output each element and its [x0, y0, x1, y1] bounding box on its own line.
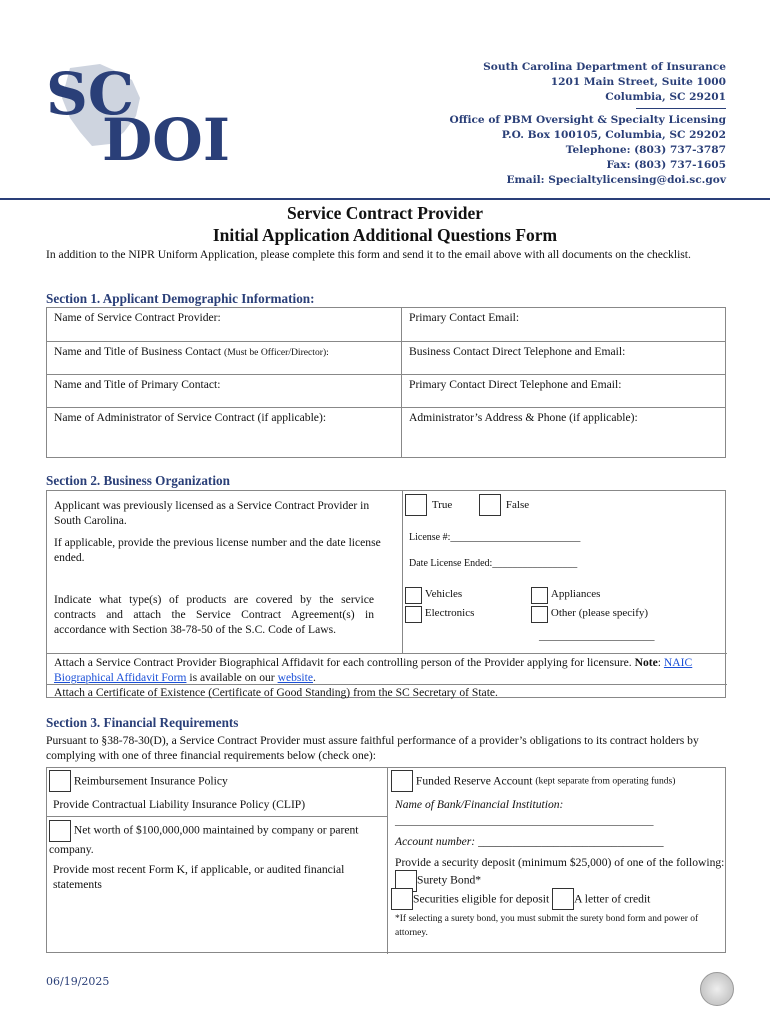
- primary-email-field[interactable]: Primary Contact Email:: [402, 308, 726, 342]
- certificate-instruction: Attach a Certificate of Existence (Certificate of Good Standing) from the SC Secretary of State.: [54, 686, 498, 699]
- securities-checkbox[interactable]: [391, 888, 413, 910]
- vehicles-label: Vehicles: [424, 588, 463, 600]
- products-question: Indicate what type(s) of products are covered by the service contracts and attach the Service Contract Agreement(s) in accordance with Section 38-78-50 of the S.C. Code of Laws.: [54, 593, 374, 636]
- date-license-ended-field[interactable]: Date License Ended:_________________: [409, 558, 578, 569]
- administrator-name-field[interactable]: Name of Administrator of Service Contract (if applicable):: [47, 408, 402, 458]
- svg-text:SC: SC: [46, 60, 135, 128]
- reimbursement-label: Reimbursement Insurance Policy: [73, 774, 228, 788]
- surety-bond-label: Surety Bond*: [417, 873, 482, 887]
- funded-reserve-label: Funded Reserve Account: [415, 774, 536, 788]
- true-checkbox[interactable]: [405, 494, 427, 516]
- bank-name-label: Name of Bank/Financial Institution:: [395, 798, 564, 811]
- other-label: Other (please specify): [550, 607, 649, 619]
- department-address: [450, 60, 726, 189]
- website-link[interactable]: website: [277, 671, 313, 684]
- net-worth-checkbox[interactable]: [49, 820, 71, 842]
- surety-footnote: *If selecting a surety bond, you must submit the surety bond form and power of attorney.: [395, 914, 699, 938]
- previously-licensed-text: Applicant was previously licensed as a Service Contract Provider in South Carolina.: [54, 499, 370, 527]
- administrator-address-field[interactable]: Administrator’s Address & Phone (if applicable):: [402, 408, 726, 458]
- office-telephone: Telephone: (803) 737-3787: [565, 144, 726, 157]
- office-email[interactable]: Email: Specialtylicensing@doi.sc.gov: [506, 174, 726, 187]
- previous-license-text: If applicable, provide the previous license number and the date license ended.: [54, 536, 381, 564]
- license-number-field[interactable]: License #:__________________________: [409, 532, 581, 543]
- vehicles-checkbox[interactable]: [405, 587, 422, 604]
- form-title-line1: Service Contract Provider: [287, 203, 483, 223]
- net-worth-option: [49, 820, 381, 857]
- business-contact-field[interactable]: Name and Title of Business Contact (Must be Officer/Director):: [47, 342, 402, 375]
- office-fax: Fax: (803) 737-1605: [606, 159, 726, 172]
- primary-contact-field[interactable]: Name and Title of Primary Contact:: [47, 375, 402, 408]
- other-specify-line[interactable]: _____________________: [539, 630, 655, 642]
- letter-credit-label: A letter of credit: [574, 892, 651, 906]
- true-label: True: [431, 498, 453, 511]
- form-title-line2: Initial Application Additional Questions Form: [212, 225, 558, 245]
- primary-contact-phone-field[interactable]: Primary Contact Direct Telephone and Email:: [402, 375, 726, 408]
- net-worth-label: Net worth of $100,000,000 maintained by company or parent company.: [49, 823, 359, 856]
- securities-label: Securities eligible for deposit: [413, 892, 550, 906]
- naic-affidavit-link[interactable]: NAIC Biographical Affidavit Form: [54, 656, 693, 684]
- security-deposit-text: Provide a security deposit (minimum $25,000) of one of the following: Surety Bond*: [395, 855, 725, 892]
- affidavit-instruction: Attach a Service Contract Provider Biographical Affidavit for each controlling person of the Provider applying for licensure. Note: NAIC Biographical Affidavit Form is available on our website.: [54, 656, 693, 684]
- header-rule: [0, 198, 770, 200]
- section3-heading: Section 3. Financial Requirements: [46, 715, 239, 730]
- intro-text: In addition to the NIPR Uniform Application, please complete this form and send it to the email above with all documents on the checklist.: [46, 248, 691, 261]
- provider-name-field[interactable]: Name of Service Contract Provider:: [47, 308, 402, 342]
- kept-separate-note: (kept separate from operating funds): [535, 775, 676, 787]
- form-revision-date: 06/19/2025: [46, 975, 110, 988]
- bank-name-line[interactable]: _______________________________________________: [395, 815, 654, 827]
- false-label: False: [505, 498, 530, 511]
- header-divider: [636, 108, 726, 109]
- dept-name: South Carolina Department of Insurance: [483, 61, 726, 73]
- electronics-label: Electronics: [424, 607, 475, 619]
- financial-options-box: [46, 767, 726, 953]
- dept-street: 1201 Main Street, Suite 1000: [550, 76, 726, 89]
- appliances-checkbox[interactable]: [531, 587, 548, 604]
- section1-heading: Section 1. Applicant Demographic Information:: [46, 291, 315, 306]
- state-seal-icon: [700, 972, 734, 1006]
- demographic-table: [46, 307, 726, 458]
- appliances-label: Appliances: [550, 588, 601, 600]
- section2-heading: Section 2. Business Organization: [46, 473, 230, 488]
- financial-intro: Pursuant to §38-78-30(D), a Service Contract Provider must assure faithful performance of a provider’s obligations to its contract holders by complying with one of three financial requirements below (check one):: [46, 734, 699, 762]
- other-checkbox[interactable]: [531, 606, 548, 623]
- dept-city: Columbia, SC 29201: [605, 91, 726, 104]
- scdoi-logo: [40, 58, 262, 166]
- electronics-checkbox[interactable]: [405, 606, 422, 623]
- svg-text:DOI: DOI: [102, 106, 230, 166]
- form-k-text: Provide most recent Form K, if applicable, or audited financial statements: [53, 863, 345, 891]
- office-pobox: P.O. Box 100105, Columbia, SC 29202: [501, 128, 726, 141]
- business-contact-phone-field[interactable]: Business Contact Direct Telephone and Email:: [402, 342, 726, 375]
- account-number-field[interactable]: Account number: ________________________________: [395, 835, 664, 848]
- letter-credit-checkbox[interactable]: [552, 888, 574, 910]
- clip-text: Provide Contractual Liability Insurance Policy (CLIP): [53, 798, 306, 811]
- funded-reserve-checkbox[interactable]: [391, 770, 413, 792]
- false-checkbox[interactable]: [479, 494, 501, 516]
- business-organization-box: [46, 490, 726, 698]
- reimbursement-checkbox[interactable]: [49, 770, 71, 792]
- office-name: Office of PBM Oversight & Specialty Licensing: [449, 113, 726, 126]
